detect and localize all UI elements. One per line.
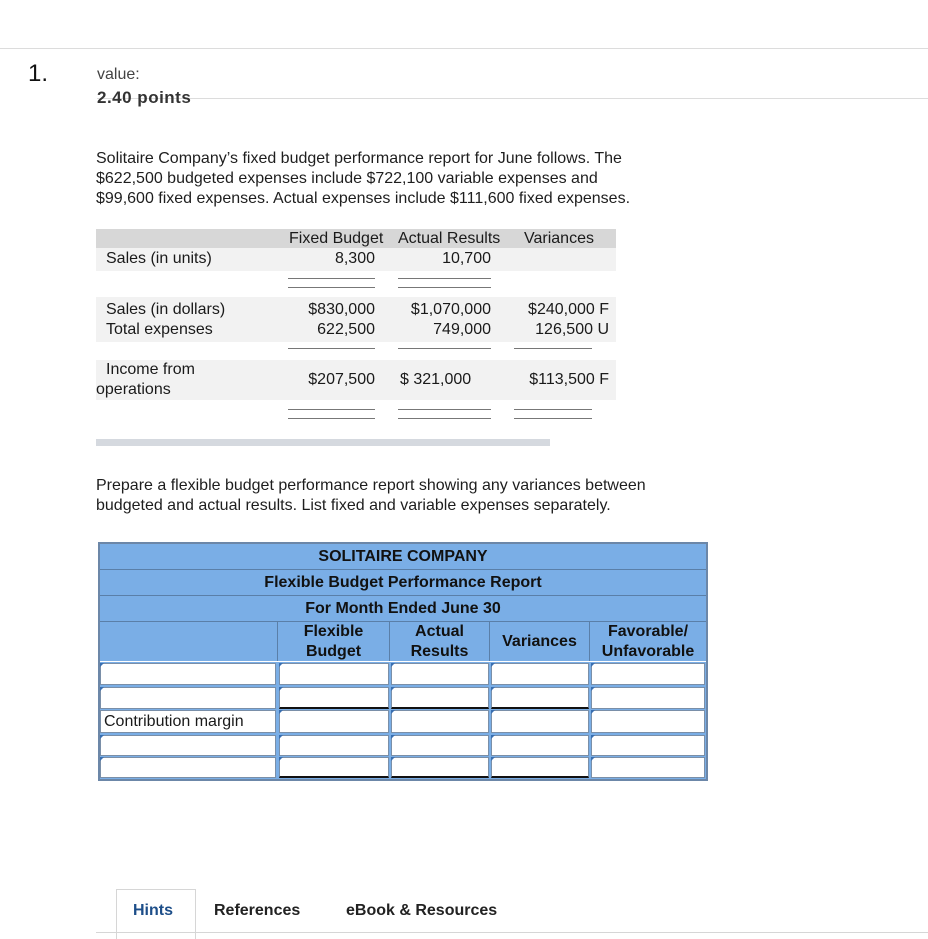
question-number: 1. [28,60,49,87]
cell-marker-icon [100,735,104,739]
col-header-variances: Variances [524,230,594,247]
col-header-favorable-unfavorable: Favorable/ Unfavorable [590,622,706,661]
fixed-total-expenses: 622,500 [317,321,375,338]
cell-marker-icon [491,710,495,714]
cell-marker-icon [491,735,495,739]
col-header-fixed-budget: Fixed Budget [289,230,384,247]
row-label-income-line1: Income from [106,361,195,378]
flex-row-label-input[interactable] [100,663,276,685]
flex-row-flexible-input[interactable] [279,757,389,778]
flex-row-actual-input[interactable] [391,663,489,685]
fixed-sales-units: 8,300 [334,250,375,267]
cell-marker-icon [100,663,104,667]
cell-marker-icon [591,663,595,667]
flex-row-variance-input[interactable] [491,735,589,756]
col-header-actual-results: Actual Results [398,230,501,247]
flex-row-fu-select[interactable] [591,710,705,733]
actual-sales-units: 10,700 [442,250,491,267]
flex-row-variance-input[interactable] [491,757,589,778]
contribution-margin-label[interactable]: Contribution margin [100,710,276,733]
col-header-label-blank [100,622,278,661]
variance-income: $113,500 F [529,371,609,388]
flex-row-label-input[interactable] [100,757,276,778]
cell-marker-icon [391,710,395,714]
instruction-line: budgeted and actual results. List fixed and variable expenses separately. [96,497,611,514]
cell-marker-icon [591,710,595,714]
flex-row-actual-input[interactable] [391,757,489,778]
flex-row-fu-select[interactable] [591,757,705,778]
cell-marker-icon [100,687,104,691]
tab-references[interactable]: References [214,902,301,919]
cell-marker-icon [279,710,283,714]
cell-marker-icon [491,687,495,691]
flex-row-label-input[interactable] [100,735,276,756]
col-header-variances-flex: Variances [490,622,590,661]
cell-marker-icon [100,757,104,761]
row-label-sales-dollars: Sales (in dollars) [106,301,226,318]
cell-marker-icon [591,687,595,691]
cell-marker-icon [279,757,283,761]
tab-hints[interactable]: Hints [133,902,173,919]
fixed-income: $207,500 [308,371,375,388]
points-divider [97,98,928,99]
cell-marker-icon [391,735,395,739]
cell-marker-icon [591,735,595,739]
intro-line: $99,600 fixed expenses. Actual expenses include $111,600 fixed expenses. [96,190,631,207]
row-label-income-line2: operations [96,381,171,398]
flex-row-variance-input[interactable] [491,710,589,733]
flex-row-variance-input[interactable] [491,687,589,709]
col-header-flexible-budget: Flexible Budget [278,622,390,661]
tabs-divider [96,932,928,933]
intro-line: Solitaire Company’s fixed budget performance report for June follows. The [96,150,622,167]
col-header-actual-results-flex: Actual Results [390,622,490,661]
intro-paragraph [96,149,736,209]
flex-row-variance-input[interactable] [491,663,589,685]
instruction-paragraph [96,476,756,516]
cell-marker-icon [591,757,595,761]
intro-line: $622,500 budgeted expenses include $722,100 variable expenses and [96,170,598,187]
cell-marker-icon [491,663,495,667]
flex-row-flexible-input[interactable] [279,735,389,756]
flex-row-actual-input[interactable] [391,735,489,756]
points-value: 2.40 points [97,88,192,107]
row-label-total-expenses: Total expenses [106,321,213,338]
variance-total-expenses: 126,500 U [535,321,609,338]
flex-row-actual-input[interactable] [391,710,489,733]
top-divider [0,48,928,49]
table-title-company: SOLITAIRE COMPANY [100,544,706,570]
flex-row-fu-select[interactable] [591,735,705,756]
instruction-line: Prepare a flexible budget performance report showing any variances between [96,477,646,494]
cell-marker-icon [279,735,283,739]
cell-marker-icon [279,663,283,667]
tab-ebook-resources[interactable]: eBook & Resources [346,902,498,919]
actual-sales-dollars: $1,070,000 [410,301,491,318]
cell-marker-icon [491,757,495,761]
flex-row-flexible-input[interactable] [279,710,389,733]
value-label: value: [97,66,140,83]
actual-total-expenses: 749,000 [433,321,491,338]
flex-row-fu-select[interactable] [591,663,705,685]
row-label-sales-units: Sales (in units) [106,250,212,267]
variance-sales-dollars: $240,000 F [528,301,609,318]
table-title-report: Flexible Budget Performance Report [100,570,706,596]
cell-marker-icon [391,687,395,691]
flex-row-flexible-input[interactable] [279,687,389,709]
flex-row-label-input[interactable] [100,687,276,709]
actual-income: $ 321,000 [400,371,472,388]
cell-marker-icon [391,757,395,761]
fixed-sales-dollars: $830,000 [308,301,375,318]
flex-row-actual-input[interactable] [391,687,489,709]
flex-row-fu-select[interactable] [591,687,705,709]
flex-row-flexible-input[interactable] [279,663,389,685]
cell-marker-icon [391,663,395,667]
cell-marker-icon [279,687,283,691]
table-title-period: For Month Ended June 30 [100,596,706,622]
